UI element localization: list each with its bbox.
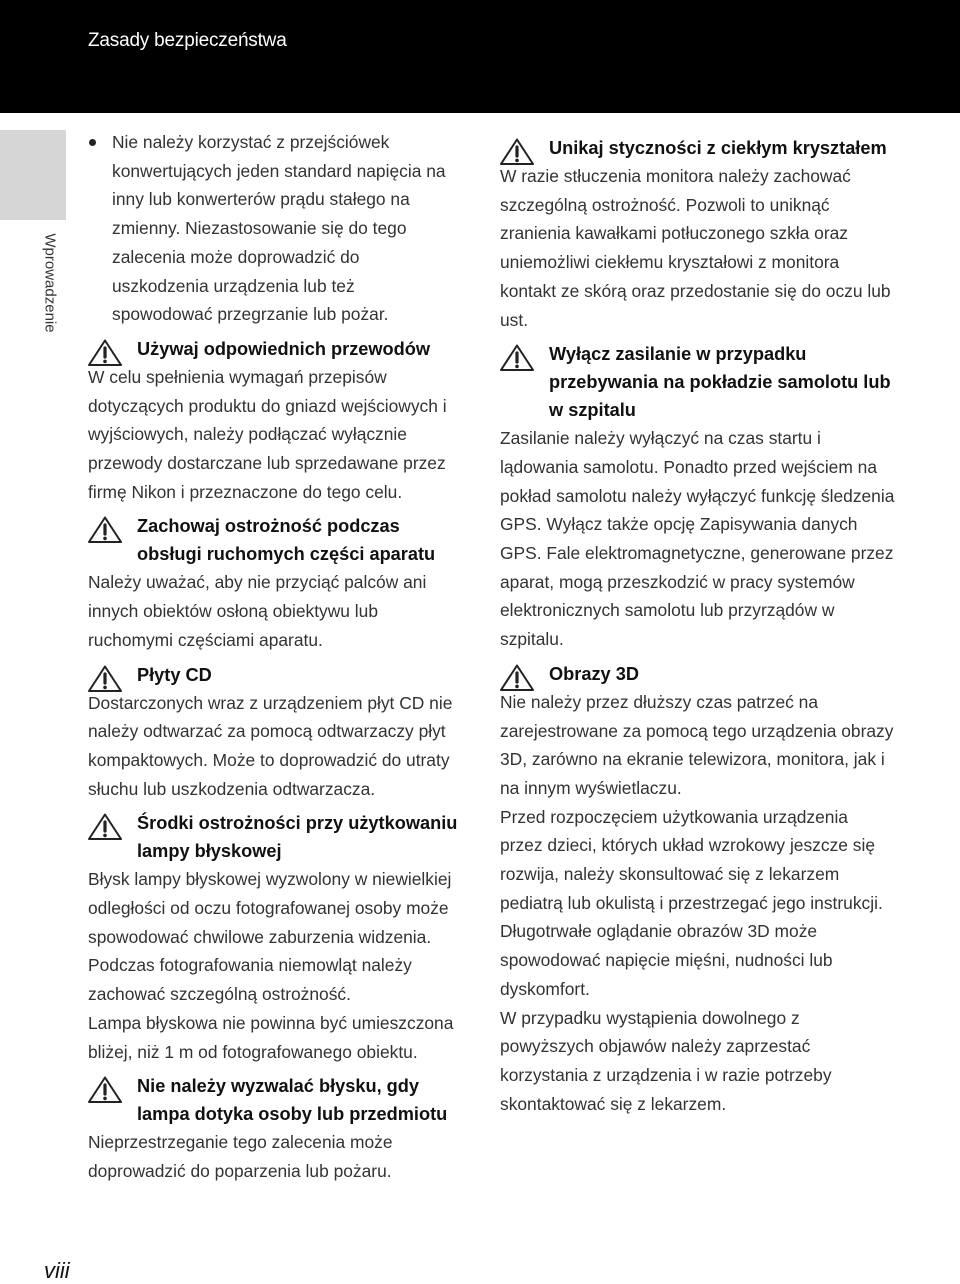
warning-triangle-icon: [88, 1076, 122, 1103]
warning-triangle-icon: [88, 516, 122, 543]
side-tab: [0, 130, 66, 220]
section-paragraph: Nie należy przez dłuższy czas patrzeć na zarejestrowane za pomocą tego urządzenia obrazy 3D, zarówno na ekranie telewizora, monitora, jak i na innym wyświetlaczu.: [500, 691, 894, 798]
section-paragraph: Błysk lampy błyskowej wyzwolony w niewielkiej odległości od oczu fotografowanej osoby może spowodować chwilowe zaburzenia widzenia.: [88, 869, 452, 947]
warning-triangle-icon: [500, 138, 534, 165]
safety-section: [500, 660, 895, 1119]
section-heading: [88, 335, 460, 363]
warning-triangle-icon: [88, 665, 122, 692]
safety-section: [500, 340, 895, 654]
section-heading-text: Płyty CD: [137, 664, 212, 685]
left-sections: [88, 335, 460, 1186]
section-heading: [88, 1072, 460, 1128]
section-paragraph: Lampa błyskowa nie powinna być umieszczona bliżej, niż 1 m od fotografowanego obiektu.: [88, 1012, 454, 1062]
section-heading: [88, 512, 460, 568]
bullet-item: [88, 128, 460, 329]
warning-triangle-icon: [500, 344, 534, 371]
right-sections: [500, 134, 895, 1118]
section-paragraph: W przypadku wystąpienia dowolnego z powyższych objawów należy zaprzestać korzystania z urządzenia i w razie potrzeby skontaktować się z lekarzem.: [500, 1007, 832, 1114]
side-tab-label: Wprowadzenie: [41, 233, 59, 333]
section-heading-text: Nie należy wyzwalać błysku, gdy lampa dotyka osoby lub przedmiotu: [137, 1076, 448, 1125]
warning-triangle-icon: [88, 339, 122, 366]
section-paragraph: W celu spełnienia wymagań przepisów dotyczących produktu do gniazd wejściowych i wyjściowych, należy podłączać wyłącznie przewody dostarczane lub sprzedawane przez firmę Nikon i przeznaczone do tego celu.: [88, 366, 447, 502]
bullet-dot-icon: [89, 139, 96, 146]
safety-section: [88, 1072, 460, 1185]
section-heading: [88, 661, 460, 689]
section-heading: [500, 660, 895, 688]
safety-section: [88, 335, 460, 507]
section-heading-text: Zachowaj ostrożność podczas obsługi ruchomych części aparatu: [137, 516, 436, 565]
header-title: Zasady bezpieczeństwa: [88, 30, 287, 51]
section-heading: [500, 134, 895, 162]
section-heading-text: Używaj odpowiednich przewodów: [137, 338, 431, 359]
warning-triangle-icon: [500, 664, 534, 691]
section-heading-text: Unikaj styczności z ciekłym kryształem: [549, 138, 887, 158]
section-paragraph: Nieprzestrzeganie tego zalecenia może doprowadzić do poparzenia lub pożaru.: [88, 1132, 393, 1181]
section-heading-text: Środki ostrożności przy użytkowaniu lampy błyskowej: [137, 813, 458, 862]
safety-section: [500, 134, 895, 334]
section-paragraph: Długotrwałe oglądanie obrazów 3D może spowodować napięcie mięśni, nudności lub dyskomfort.: [500, 921, 833, 999]
bullet-text: Nie należy korzystać z przejściówek konwertujących jeden standard napięcia na inny lub konwerterów prądu stałego na zmienny. Niezastosowanie się do tego zalecenia może doprowadzić do uszkodzenia urządzenia lub też spowodować przegrzanie lub pożar.: [112, 132, 446, 325]
warning-triangle-icon: [88, 813, 122, 840]
section-paragraph: Należy uważać, aby nie przyciąć palców ani innych obiektów osłoną obiektywu lub ruchomymi częściami aparatu.: [88, 572, 427, 650]
section-heading: [88, 809, 460, 865]
section-paragraph: W razie stłuczenia monitora należy zachować szczególną ostrożność. Pozwoli to uniknąć zranienia kawałkami potłuczonego szkła oraz uniemożliwi ciekłemu kryształowi z monitora kontakt ze skórą oraz przedostanie się do oczu lub ust.: [500, 166, 891, 330]
page-number: viii: [44, 1258, 70, 1283]
safety-section: [88, 512, 460, 654]
section-paragraph: Przed rozpoczęciem użytkowania urządzenia przez dzieci, których układ wzrokowy jeszcze się rozwija, należy skonsultować się z lekarzem pediatrą lub okulistą i przestrzegać jego instrukcji.: [500, 806, 883, 913]
section-heading: [500, 340, 895, 424]
section-paragraph: Dostarczonych wraz z urządzeniem płyt CD nie należy odtwarzać za pomocą odtwarzaczy płyt kompaktowych. Może to doprowadzić do utraty słuchu lub uszkodzenia odtwarzacza.: [88, 692, 453, 799]
safety-section: [88, 661, 460, 804]
safety-section: [88, 809, 460, 1066]
section-heading-text: Wyłącz zasilanie w przypadku przebywania na pokładzie samolotu lub w szpitalu: [549, 344, 891, 421]
left-column: [88, 128, 460, 1186]
section-paragraph: Podczas fotografowania niemowląt należy zachować szczególną ostrożność.: [88, 955, 412, 1005]
section-heading-text: Obrazy 3D: [549, 663, 639, 684]
right-column: [500, 128, 895, 1118]
page-header: [0, 0, 960, 113]
section-paragraph: Zasilanie należy wyłączyć na czas startu i lądowania samolotu. Ponadto przed wejściem na pokład samolotu należy wyłączyć funkcję śledzenia GPS. Wyłącz także opcję Zapisywania danych GPS. Fale elektromagnetyczne, generowane przez aparat, mogą przeszkodzić w pracy systemów elektronicznych samolotu lub przyrządów w szpitalu.: [500, 428, 895, 650]
